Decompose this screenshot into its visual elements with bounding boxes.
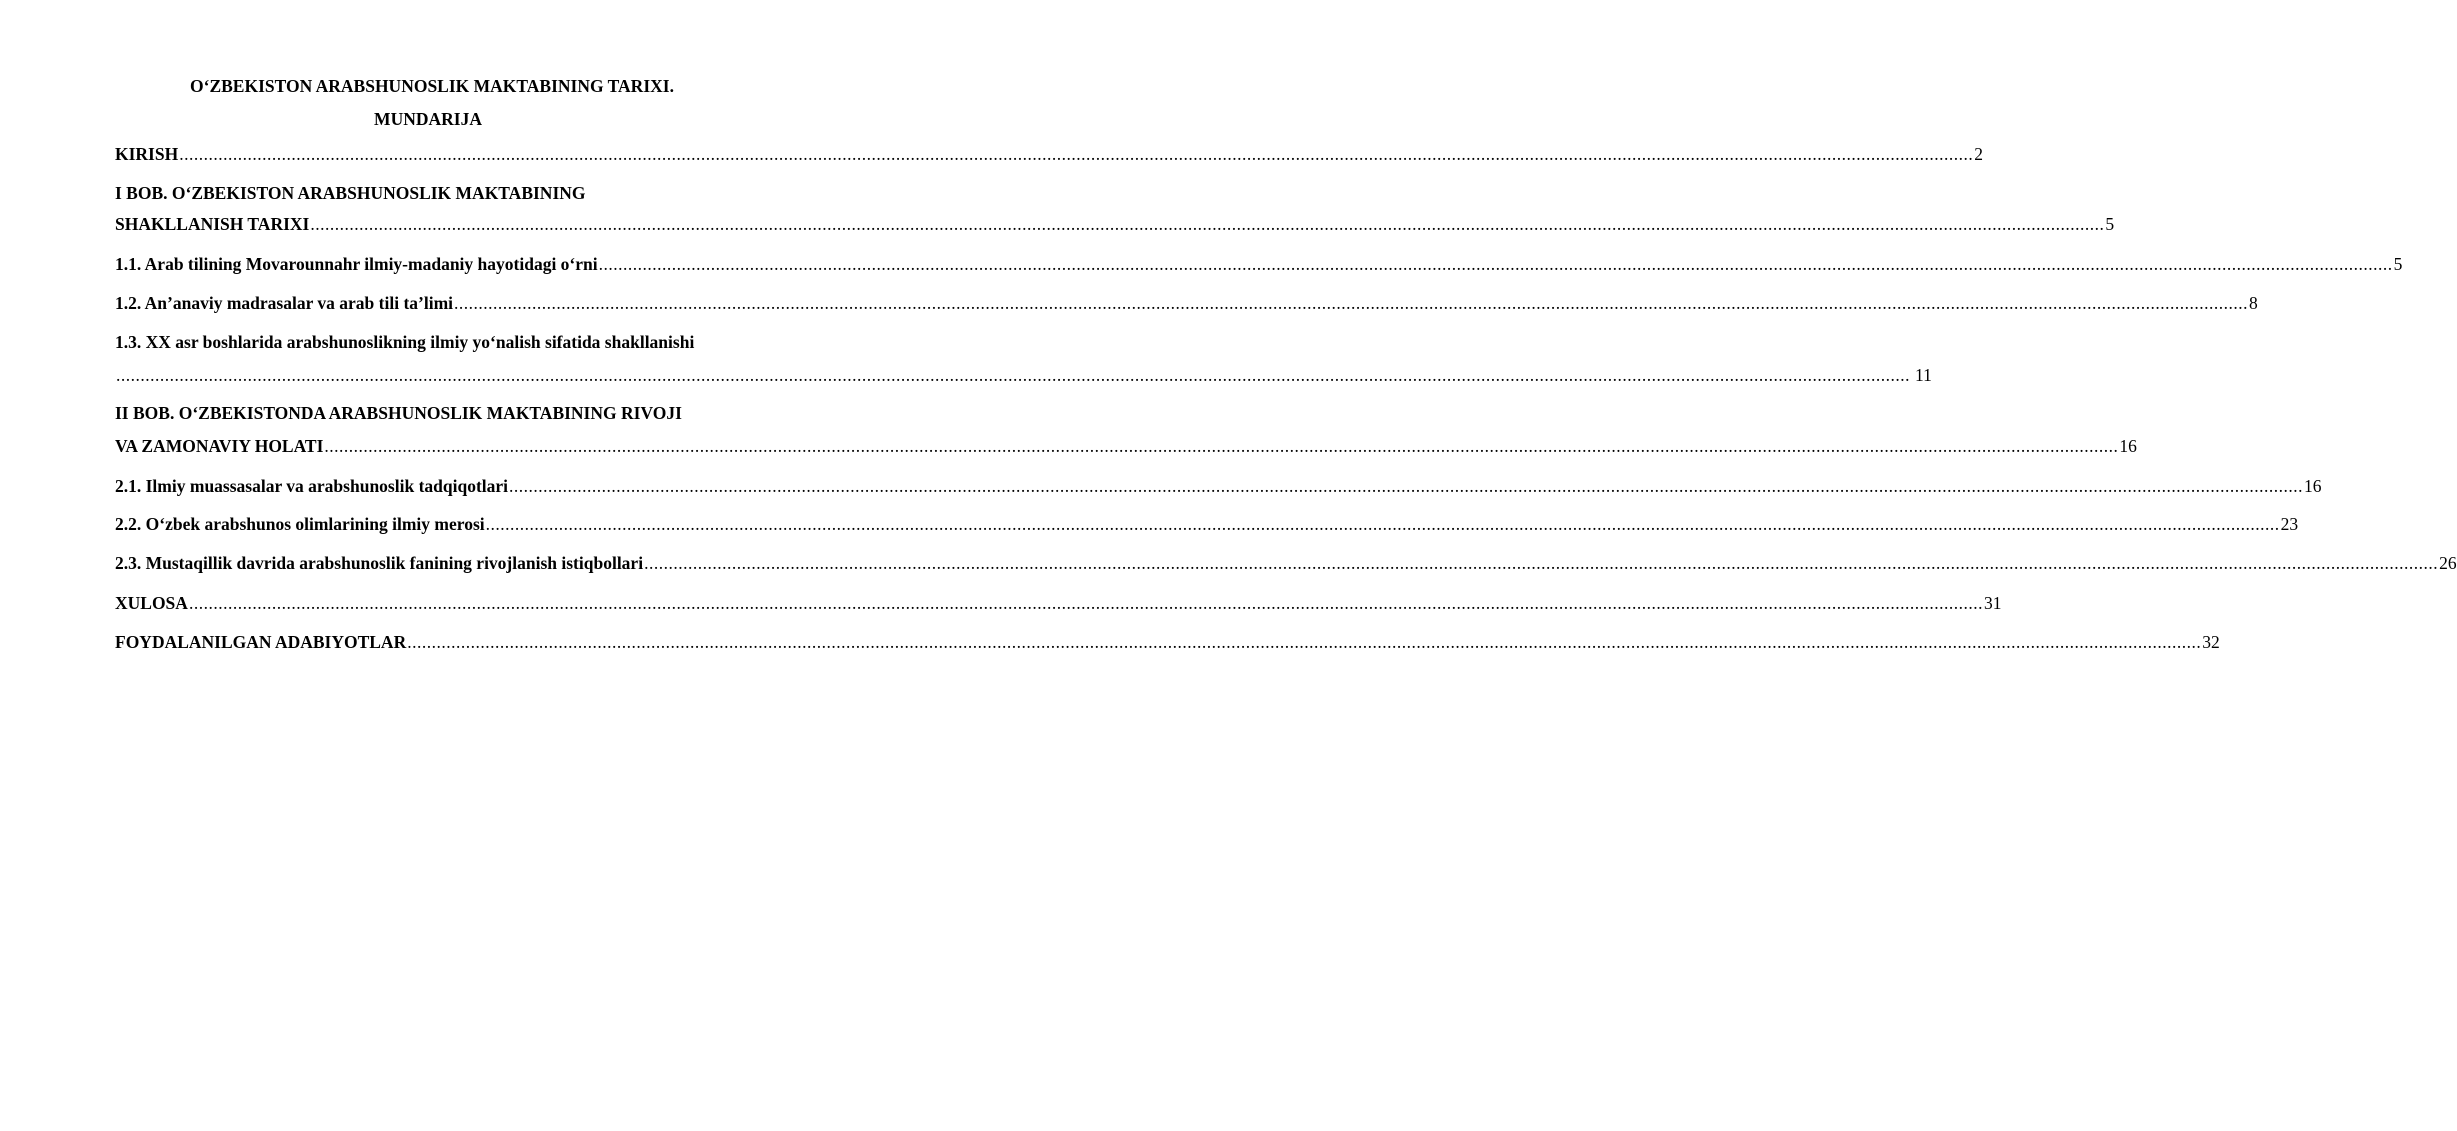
toc-entry-label: 2.3. Mustaqillik davrida arabshunoslik fanining rivojlanish istiqbollari [115,553,644,573]
toc-entry-page: 32 [2202,632,2220,652]
toc-entry-label: SHAKLLANISH TARIXI [115,214,310,234]
toc-entry-1-3[interactable] [115,365,1932,385]
toc-entry-page: 26 [2439,553,2457,573]
toc-entry-page: 8 [2249,293,2258,313]
toc-leader-dots: ................................................................................................................................................................................................................................................................................................................................................................................ [310,214,2105,234]
toc-leader-dots: ................................................................................................................................................................................................................................................................................................................................................................................ [644,553,2439,573]
toc-leader-dots: ................................................................................................................................................................................................................................................................................................................................................................................ [454,293,2249,313]
toc-entry-page: 31 [1983,593,2002,613]
toc-entry-kirish[interactable] [115,144,1983,164]
toc-entry-page: 16 [2304,476,2322,496]
toc-heading: MUNDARIJA [374,109,482,129]
toc-entry-label: XULOSA [115,593,188,613]
toc-entry-label: 1.1. Arab tilining Movarounnahr ilmiy-madaniy hayotidagi o‘rni [115,254,598,274]
toc-entry-chapter2-line1[interactable]: II BOB. O‘ZBEKISTONDA ARABSHUNOSLIK MAKTABINING RIVOJI [115,403,682,423]
toc-entry-label: KIRISH [115,144,179,164]
toc-entry-page: 11 [1915,365,1932,385]
document-title: O‘ZBEKISTON ARABSHUNOSLIK MAKTABINING TARIXI. [190,76,674,96]
toc-entry-2-3[interactable] [115,553,2457,573]
toc-leader-dots: ................................................................................................................................................................................................................................................................................................................................................................................ [598,254,2393,274]
toc-entry-page: 5 [2393,254,2403,274]
toc-entry-page: 2 [1974,144,1983,164]
toc-entry-page: 5 [2105,214,2115,234]
toc-entry-2-2[interactable] [115,514,2299,534]
toc-entry-2-1[interactable] [115,476,2322,496]
toc-leader-dots: ................................................................................................................................................................................................................................................................................................................................................................................ [509,476,2304,496]
toc-leader-dots: ................................................................................................................................................................................................................................................................................................................................................................................ [188,593,1983,613]
toc-entry-page: 16 [2119,436,2137,456]
toc-entry-chapter1-line1[interactable]: I BOB. O‘ZBEKISTON ARABSHUNOSLIK MAKTABINING [115,183,586,203]
toc-entry-1-3-line1[interactable]: 1.3. XX asr boshlarida arabshunoslikning ilmiy yo‘nalish sifatida shakllanishi [115,332,695,352]
toc-entry-references[interactable] [115,632,2220,652]
toc-entry-label: FOYDALANILGAN ADABIYOTLAR [115,632,407,652]
toc-entry-chapter1[interactable] [115,214,2115,234]
toc-leader-dots: ................................................................................................................................................................................................................................................................................................................................................................................ [116,365,1910,385]
toc-leader-dots: ................................................................................................................................................................................................................................................................................................................................................................................ [324,436,2119,456]
toc-entry-chapter2[interactable] [115,436,2137,456]
toc-entry-xulosa[interactable] [115,593,2002,613]
toc-entry-label: 2.1. Ilmiy muassasalar va arabshunoslik tadqiqotlari [115,476,509,496]
toc-entry-label: 1.2. An’anaviy madrasalar va arab tili ta’limi [115,293,454,313]
toc-entry-label: VA ZAMONAVIY HOLATI [115,436,324,456]
toc-leader-dots: ................................................................................................................................................................................................................................................................................................................................................................................ [485,514,2280,534]
toc-leader-dots: ................................................................................................................................................................................................................................................................................................................................................................................ [179,144,1974,164]
toc-entry-page: 23 [2280,514,2299,534]
toc-entry-label: 2.2. O‘zbek arabshunos olimlarining ilmiy merosi [115,514,485,534]
toc-leader-dots: ................................................................................................................................................................................................................................................................................................................................................................................ [407,632,2202,652]
toc-entry-1-1[interactable] [115,254,2403,274]
toc-entry-1-2[interactable] [115,293,2258,313]
